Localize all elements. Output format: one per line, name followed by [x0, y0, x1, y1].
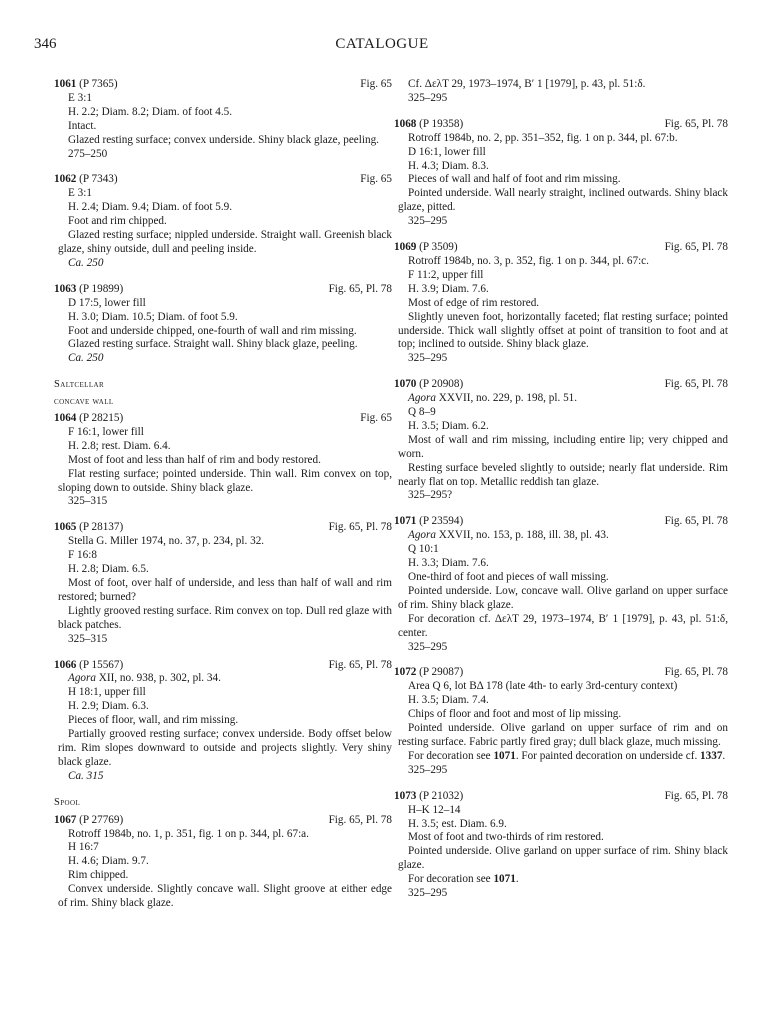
catalogue-text: Slightly uneven foot, horizontally faceted; flat resting surface; pointed underside. Thick wall slightly offset at point of transition to foot and at top; inclined to outside. Shiny black glaze.	[398, 310, 728, 351]
section-heading-saltcellar: Saltcellar	[54, 379, 105, 391]
catalogue-text: .	[515, 873, 519, 886]
catalogue-line	[398, 750, 728, 764]
catalogue-line	[58, 770, 392, 784]
catalogue-line	[398, 873, 728, 887]
catalogue-text: H. 2.2; Diam. 8.2; Diam. of foot 4.5.	[68, 105, 233, 118]
catalogue-text: Resting surface beveled slightly to outside; nearly flat underside. Rim nearly flat on top. Metallic reddish tan glaze.	[398, 461, 728, 488]
catalogue-text: Q 10:1	[408, 543, 439, 556]
catalogue-text: H. 2.4; Diam. 9.4; Diam. of foot 5.9.	[68, 201, 233, 214]
catalogue-text: 325–295	[408, 887, 448, 900]
catalogue-text: Rotroff 1984b, no. 3, p. 352, fig. 1 on p. 344, pl. 67:c.	[408, 254, 649, 267]
catalogue-text: Fig. 65, Pl. 78	[328, 521, 392, 534]
catalogue-text: Pieces of wall and half of foot and rim missing.	[408, 173, 621, 186]
catalogue-text: Pointed underside. Olive garland on upper surface of rim. Shiny black glaze.	[398, 845, 728, 872]
catalogue-text: E 3:1	[68, 91, 92, 104]
catalogue-text: Glazed resting surface. Straight wall. Shiny black glaze, peeling.	[68, 338, 358, 351]
section-heading-spool: Spool	[54, 796, 81, 808]
catalogue-text: (P 15567)	[79, 658, 124, 671]
entry-1064	[54, 412, 392, 509]
catalogue-text: XXVII, no. 229, p. 198, pl. 51.	[435, 392, 578, 405]
catalogue-text: Fig. 65, Pl. 78	[664, 241, 728, 254]
catalogue-text: Q 8–9	[408, 406, 436, 419]
catalogue-text: H. 3.3; Diam. 7.6.	[408, 557, 489, 570]
catalogue-text: For decoration see	[408, 749, 494, 762]
entry-1066	[54, 658, 392, 784]
catalogue-line	[54, 173, 118, 187]
left-column	[54, 78, 392, 923]
catalogue-line	[394, 666, 728, 680]
catalogue-text: Pointed underside. Low, concave wall. Olive garland on upper surface of rim. Shiny black glaze.	[398, 584, 728, 611]
catalogue-text: One-third of foot and pieces of wall missing.	[408, 571, 609, 583]
catalogue-text: 1071	[394, 515, 417, 528]
catalogue-text: Rim chipped.	[68, 869, 129, 882]
catalogue-text: For decoration see	[408, 873, 494, 886]
catalogue-line	[54, 78, 392, 92]
catalogue-text: 1071	[493, 873, 516, 886]
entry-1073	[394, 789, 728, 901]
entry-1065	[54, 521, 392, 646]
catalogue-text: Foot and rim chipped.	[68, 215, 167, 228]
catalogue-text: (P 28137)	[79, 521, 124, 534]
catalogue-text: H. 3.5; est. Diam. 6.9.	[408, 817, 507, 830]
catalogue-line	[54, 659, 123, 673]
entry-1061	[54, 78, 392, 161]
catalogue-text: XII, no. 938, p. 302, pl. 34.	[95, 672, 221, 685]
catalogue-text: (P 20908)	[419, 378, 464, 391]
catalogue-line	[394, 515, 728, 529]
catalogue-text: F 16:8	[68, 549, 97, 562]
catalogue-text: Foot and underside chipped, one-fourth of wall and rim missing.	[68, 324, 357, 337]
catalogue-text: Pieces of floor, wall, and rim missing.	[68, 714, 239, 727]
catalogue-text: Ca. 315	[68, 769, 104, 782]
catalogue-text: 325–315	[68, 495, 108, 508]
catalogue-text: Fig. 65, Pl. 78	[328, 658, 392, 671]
catalogue-text: Fig. 65, Pl. 78	[328, 813, 392, 826]
catalogue-line	[394, 118, 463, 132]
entry-1067-continued	[398, 78, 728, 106]
entry-1067	[54, 813, 392, 911]
catalogue-text: F 11:2, upper fill	[408, 268, 484, 281]
catalogue-text: 325–295	[408, 640, 448, 653]
catalogue-text: 1062	[54, 173, 77, 186]
catalogue-text: E 3:1	[68, 187, 92, 200]
catalogue-text: Rotroff 1984b, no. 1, p. 351, fig. 1 on p. 344, pl. 67:a.	[68, 827, 309, 840]
catalogue-text: 1069	[394, 241, 417, 254]
catalogue-text: (P 28215)	[79, 412, 124, 425]
catalogue-text: For decoration cf. ΔελΤ 29, 1973–1974, B′ 1 [1979], p. 43, pl. 51:δ, center.	[398, 612, 728, 639]
catalogue-text: (P 19899)	[79, 282, 124, 295]
catalogue-text: Lightly grooved resting surface. Rim convex on top. Dull red glaze with black patches.	[58, 604, 392, 631]
catalogue-text: 275–250	[68, 147, 108, 160]
catalogue-text: 1065	[54, 521, 77, 534]
catalogue-text: Fig. 65, Pl. 78	[664, 515, 728, 528]
catalogue-line	[54, 521, 123, 535]
catalogue-text: F 16:1, lower fill	[68, 425, 144, 438]
running-head: CATALOGUE	[335, 36, 429, 52]
entry-1072	[394, 666, 728, 777]
catalogue-text: H. 2.8; rest. Diam. 6.4.	[68, 439, 171, 452]
catalogue-text: H. 2.8; Diam. 6.5.	[68, 563, 149, 576]
catalogue-text: Cf. ΔελΤ 29, 1973–1974, B′ 1 [1979], p. 43, pl. 51:δ.	[408, 78, 646, 90]
catalogue-line	[394, 378, 728, 392]
catalogue-text: 325–295	[408, 352, 448, 365]
catalogue-text: H. 3.5; Diam. 7.4.	[408, 694, 489, 707]
entry-1071	[394, 515, 728, 654]
catalogue-text: (P 7365)	[79, 78, 118, 90]
catalogue-text: Most of edge of rim restored.	[408, 296, 540, 309]
catalogue-line	[398, 529, 728, 543]
catalogue-text: (P 7343)	[79, 173, 118, 186]
catalogue-text: 1073	[394, 789, 417, 802]
catalogue-text: H. 3.9; Diam. 7.6.	[408, 282, 489, 295]
catalogue-text: Fig. 65, Pl. 78	[664, 666, 728, 679]
catalogue-line	[394, 666, 463, 680]
catalogue-text: (P 19358)	[419, 117, 464, 130]
catalogue-text: H–K 12–14	[408, 803, 461, 816]
catalogue-text: Agora	[408, 529, 436, 542]
catalogue-text: 325–295	[408, 91, 448, 104]
catalogue-text: Ca. 250	[68, 256, 104, 269]
catalogue-text: (P 23594)	[419, 515, 464, 528]
catalogue-text: D 16:1, lower fill	[408, 145, 486, 158]
catalogue-line	[58, 352, 392, 366]
entry-1068	[394, 117, 728, 229]
catalogue-text: Pointed underside. Olive garland on upper surface of rim and on resting surface. Fabric partly fired gray; dull black glaze, much missing.	[398, 722, 728, 748]
catalogue-text: (P 21032)	[419, 789, 464, 802]
catalogue-text: 325–315	[68, 632, 108, 645]
catalogue-text: H. 4.3; Diam. 8.3.	[408, 159, 489, 172]
catalogue-line	[54, 283, 123, 297]
catalogue-text: Most of foot, over half of underside, and less than half of wall and rim restored; burned?	[58, 577, 392, 603]
catalogue-text: 325–295	[408, 215, 448, 228]
entry-1069	[394, 241, 728, 366]
catalogue-line	[54, 412, 123, 426]
catalogue-text: H 18:1, upper fill	[68, 686, 146, 699]
catalogue-text: Fig. 65, Pl. 78	[664, 789, 728, 802]
catalogue-line	[54, 659, 392, 673]
catalogue-text: Stella G. Miller 1974, no. 37, p. 234, pl. 32.	[68, 535, 265, 548]
catalogue-text: 325–295	[408, 763, 448, 776]
catalogue-line	[54, 173, 392, 187]
catalogue-line	[398, 392, 728, 406]
catalogue-line	[394, 790, 728, 804]
catalogue-text: Convex underside. Slightly concave wall. Slight groove at either edge of rim. Shiny black glaze.	[58, 883, 392, 910]
catalogue-text: D 17:5, lower fill	[68, 296, 146, 309]
catalogue-text: 1072	[394, 666, 417, 679]
catalogue-text: . For painted decoration on underside cf.	[515, 749, 701, 762]
catalogue-text: Fig. 65	[360, 78, 392, 90]
catalogue-text: (P 29087)	[419, 666, 464, 679]
catalogue-text: 1063	[54, 282, 77, 295]
catalogue-line	[54, 814, 392, 828]
catalogue-text: Glazed resting surface; convex underside. Shiny black glaze, peeling.	[68, 133, 379, 146]
catalogue-text: Fig. 65, Pl. 78	[664, 378, 728, 391]
catalogue-text: 1066	[54, 658, 77, 671]
catalogue-text: Area Q 6, lot BΔ 178 (late 4th- to early 3rd-century context)	[408, 680, 678, 693]
catalogue-text: Glazed resting surface; nippled underside. Straight wall. Greenish black glaze, shiny outside, dull and peeling inside.	[58, 229, 392, 255]
catalogue-text: Intact.	[68, 119, 97, 132]
catalogue-text: 1064	[54, 412, 77, 425]
catalogue-text: Ca. 250	[68, 352, 104, 365]
catalogue-line	[54, 412, 392, 426]
subsection-heading-concave-wall: concave wall	[54, 397, 114, 408]
catalogue-text: Chips of floor and foot and most of lip missing.	[408, 708, 622, 721]
entry-1070	[394, 378, 728, 503]
entry-1063	[54, 282, 392, 366]
right-column	[394, 78, 728, 913]
catalogue-line	[54, 78, 118, 92]
catalogue-text: Fig. 65	[360, 173, 392, 186]
catalogue-text: XXVII, no. 153, p. 188, ill. 38, pl. 43.	[435, 529, 609, 542]
catalogue-text: H. 3.0; Diam. 10.5; Diam. of foot 5.9.	[68, 310, 238, 323]
catalogue-text: 1071	[493, 749, 516, 762]
catalogue-text: Rotroff 1984b, no. 2, pp. 351–352, fig. 1 on p. 344, pl. 67:b.	[408, 131, 678, 144]
catalogue-text: Pointed underside. Wall nearly straight, inclined outwards. Shiny black glaze, pitted.	[398, 187, 728, 214]
catalogue-line	[394, 241, 728, 255]
catalogue-text: Most of wall and rim missing, including entire lip; very chipped and worn.	[398, 433, 728, 460]
catalogue-text: Most of foot and less than half of rim and body restored.	[68, 453, 321, 466]
catalogue-line	[54, 283, 392, 297]
catalogue-text: Partially grooved resting surface; convex underside. Body offset below rim. Rim slopes downward to outside and projects slightly. Very shiny black glaze.	[58, 728, 392, 768]
page-number: 346	[34, 36, 57, 52]
catalogue-text: (P 27769)	[79, 813, 124, 826]
catalogue-line	[394, 515, 463, 529]
catalogue-text: 1068	[394, 117, 417, 130]
entry-1062	[54, 173, 392, 270]
catalogue-line	[394, 118, 728, 132]
catalogue-text: 325–295?	[408, 489, 453, 502]
catalogue-text: H 16:7	[68, 841, 99, 854]
catalogue-text: Fig. 65, Pl. 78	[664, 117, 728, 130]
catalogue-text: Agora	[408, 392, 436, 405]
catalogue-line	[58, 672, 392, 686]
catalogue-text: H. 3.5; Diam. 6.2.	[408, 419, 489, 432]
catalogue-line	[394, 378, 463, 392]
catalogue-text: H. 4.6; Diam. 9.7.	[68, 855, 149, 868]
catalogue-text: H. 2.9; Diam. 6.3.	[68, 700, 149, 713]
catalogue-text: 1337	[700, 749, 723, 762]
catalogue-text: Fig. 65	[360, 412, 392, 425]
catalogue-text: Flat resting surface; pointed underside. Thin wall. Rim convex on top, sloping down to outside. Shiny black glaze.	[58, 467, 392, 494]
catalogue-text: .	[722, 749, 726, 762]
catalogue-text: 1070	[394, 378, 417, 391]
catalogue-line	[394, 241, 458, 255]
catalogue-line	[54, 521, 392, 535]
catalogue-text: Agora	[68, 672, 96, 685]
catalogue-line	[54, 814, 123, 828]
catalogue-text: (P 3509)	[419, 241, 458, 254]
catalogue-line	[394, 790, 463, 804]
catalogue-text: Most of foot and two-thirds of rim restored.	[408, 831, 604, 844]
catalogue-text: Fig. 65, Pl. 78	[328, 282, 392, 295]
catalogue-text: 1061	[54, 78, 77, 90]
catalogue-text: 1067	[54, 813, 77, 826]
catalogue-line	[58, 257, 392, 271]
